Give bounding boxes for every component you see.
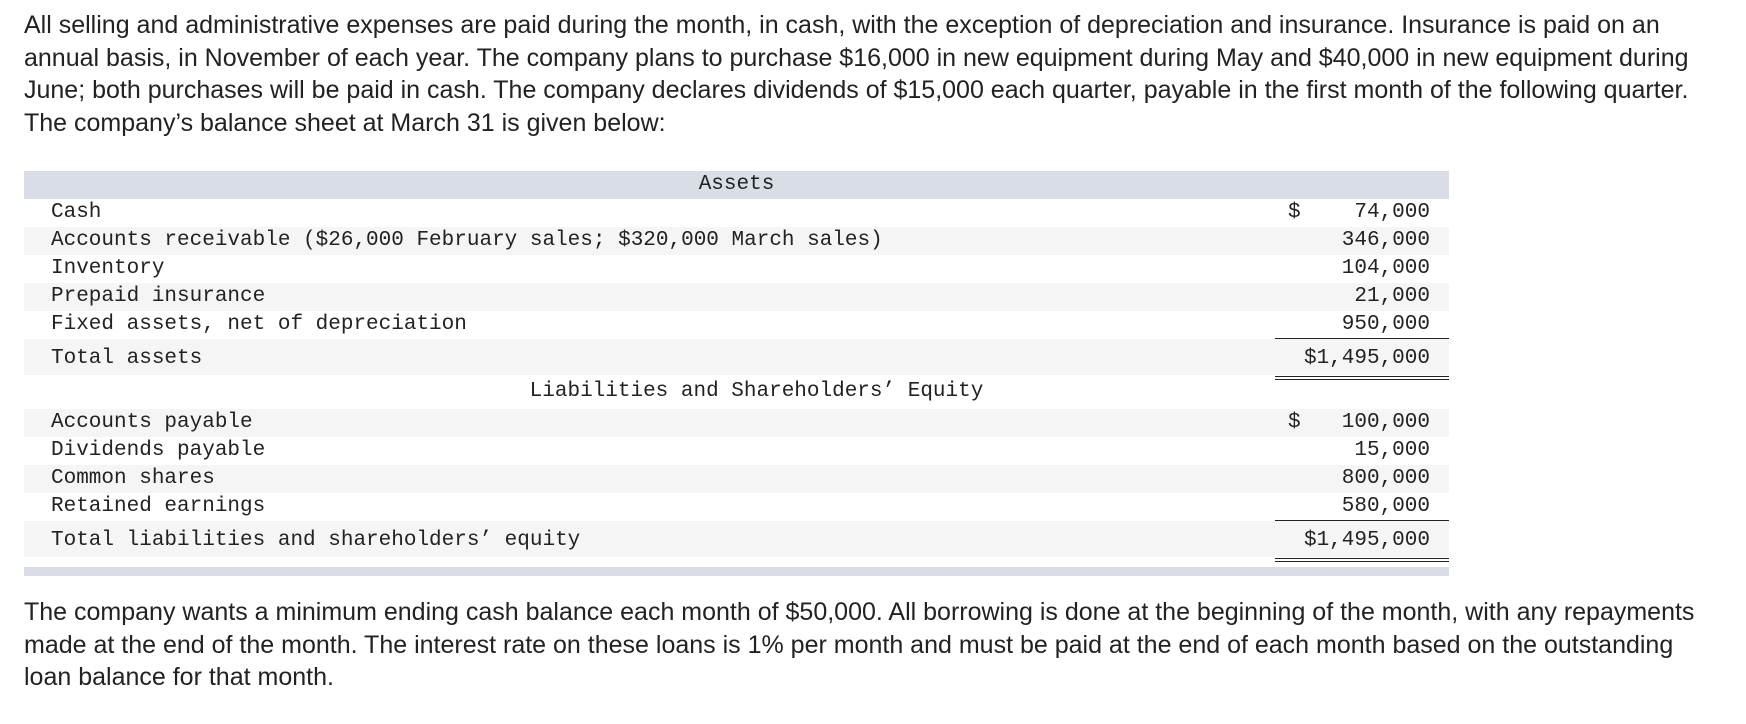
table-row	[24, 409, 1449, 437]
row-amount: 104,000	[1341, 257, 1430, 280]
row-amount: 74,000	[1354, 201, 1430, 224]
row-label: Accounts receivable ($26,000 February sales; $320,000 March sales)	[51, 229, 883, 252]
table-row	[24, 227, 1449, 255]
table-row	[24, 493, 1449, 521]
intro-paragraph: All selling and administrative expenses are paid during the month, in cash, with the exception of depreciation and insurance. Insurance is paid on an annual basis, in November of each year. The company plans to purchase $16,000 in new equipment during May and $40,000 in new equipment during June; both purchases will be paid in cash. The company declares dividends of $15,000 each quarter, payable in the first month of the following quarter. The company’s balance sheet at March 31 is given below:	[24, 11, 1689, 137]
table-row	[24, 255, 1449, 283]
currency-symbol: $	[1288, 411, 1301, 434]
row-label: Fixed assets, net of depreciation	[51, 313, 467, 336]
total-double-underline	[1275, 376, 1449, 380]
outro-paragraph: The company wants a minimum ending cash balance each month of $50,000. All borrowing is done at the beginning of the month, with any repayments made at the end of the month. The interest rate on these loans is 1% per month and must be paid at the end of each month based on the outstanding loan balance for that month.	[24, 598, 1695, 691]
row-label: Total liabilities and shareholders’ equity	[51, 529, 581, 552]
currency-symbol: $	[1288, 201, 1301, 224]
row-amount: 15,000	[1354, 439, 1430, 462]
table-row	[24, 437, 1449, 465]
table-bottom-band	[24, 567, 1449, 576]
row-label: Common shares	[51, 467, 215, 490]
balance-sheet-table	[24, 171, 1449, 576]
row-label: Total assets	[51, 347, 203, 370]
table-row	[24, 199, 1449, 227]
table-row	[24, 311, 1449, 339]
liabilities-heading: Liabilities and Shareholders’ Equity	[529, 380, 984, 403]
row-amount: 21,000	[1354, 285, 1430, 308]
row-label: Inventory	[51, 257, 165, 280]
row-amount: 580,000	[1341, 495, 1430, 518]
row-amount: 800,000	[1341, 467, 1430, 490]
row-amount: 346,000	[1341, 229, 1430, 252]
row-amount: 950,000	[1341, 313, 1430, 336]
assets-heading: Assets	[24, 171, 1449, 199]
row-label: Retained earnings	[51, 495, 266, 518]
table-row	[24, 465, 1449, 493]
row-amount: $1,495,000	[1303, 347, 1430, 370]
total-double-underline	[1275, 558, 1449, 562]
total-liabilities-row	[24, 521, 1449, 557]
row-amount: $1,495,000	[1303, 529, 1430, 552]
row-amount: 100,000	[1341, 411, 1430, 434]
table-row	[24, 283, 1449, 311]
row-label: Dividends payable	[51, 439, 266, 462]
row-label: Accounts payable	[51, 411, 253, 434]
row-label: Cash	[51, 201, 102, 224]
row-label: Prepaid insurance	[51, 285, 266, 308]
total-assets-row	[24, 339, 1449, 375]
